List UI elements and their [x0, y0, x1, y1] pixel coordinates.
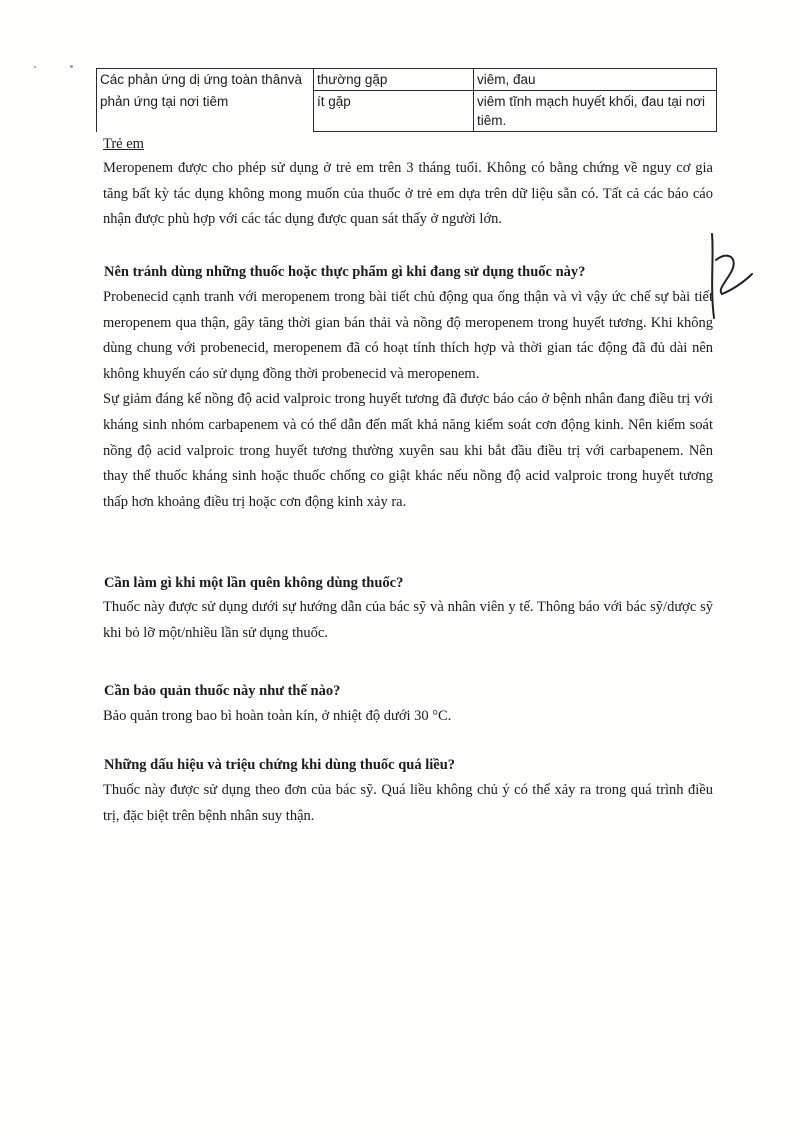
- interactions-valproic-text: Sự giảm đáng kể nồng độ acid valproic trong huyết tương đã được báo cáo ở bệnh nhân đang điều trị với kháng sinh nhóm carbapenem và có thể dẫn đến mất khả năng kiểm soát cơn động kinh. Nên kiểm soát nồng độ acid valproic trong huyết tương thường xuyên sau khi bắt đầu điều trị với carbapenem. Nên thay thế thuốc kháng sinh hoặc thuốc chống co giật khác nếu nồng độ acid valproic trong huyết tương thấp hơn khoảng điều trị hoặc cơn động kinh xảy ra.: [103, 391, 713, 510]
- section-heading-interactions: Nên tránh dùng những thuốc hoặc thực phẩm gì khi đang sử dụng thuốc này?: [104, 264, 586, 280]
- scan-speck: [34, 66, 36, 68]
- overdose-text: Thuốc này được sử dụng theo đơn của bác sỹ. Quá liều không chủ ý có thể xảy ra trong quá trình điều trị, đặc biệt trên bệnh nhân suy thận.: [103, 782, 713, 824]
- table-cell-effect: viêm tĩnh mạch huyết khối, đau tại nơi tiêm.: [474, 91, 717, 132]
- cell-text: phản ứng tại nơi tiêm: [100, 93, 229, 109]
- section-children: [103, 156, 713, 233]
- table-cell-frequency: ít gặp: [314, 91, 474, 132]
- table-row: [97, 91, 717, 132]
- handwritten-initials: [700, 232, 760, 322]
- adverse-effects-table: [96, 68, 717, 132]
- table-cell-frequency: thường gặp: [314, 69, 474, 91]
- table-row: [97, 69, 717, 91]
- cell-text: Các phản ứng dị ứng toàn thânvà: [100, 72, 302, 87]
- scan-speck: [70, 65, 73, 68]
- children-text: Meropenem được cho phép sử dụng ở trẻ em trên 3 tháng tuổi. Không có bằng chứng về nguy cơ gia tăng bất kỳ tác dụng không mong muốn của thuốc ở trẻ em dựa trên dữ liệu sẵn có. Tất cả các báo cáo nhận được phù hợp với các tác dụng được quan sát thấy ở người lớn.: [103, 160, 713, 228]
- section-heading-children: Trẻ em: [103, 136, 144, 152]
- storage-text: Bảo quản trong bao bì hoàn toàn kín, ở nhiệt độ dưới 30 °C.: [103, 708, 452, 724]
- table-cell-reaction-type: [97, 69, 314, 91]
- missed-dose-text: Thuốc này được sử dụng dưới sự hướng dẫn của bác sỹ và nhân viên y tế. Thông báo với bác sỹ/dược sỹ khi bỏ lỡ một/nhiều lần sử dụng thuốc.: [103, 599, 713, 641]
- section-heading-storage: Cần bảo quản thuốc này như thế nào?: [104, 683, 341, 699]
- section-missed-dose: [103, 595, 713, 646]
- section-storage: [103, 704, 713, 730]
- interactions-probenecid-text: Probenecid cạnh tranh với meropenem trong bài tiết chủ động qua ống thận và vì vậy ức chế sự bài tiết meropenem qua thận, gây tăng thời gian bán thải và nồng độ meropenem trong huyết tương. Khi không dùng chung với probenecid, meropenem đã có hoạt tính thích hợp và thời gian tác động đã đủ dài nên không khuyến cáo sử dụng đồng thời probenecid và meropenem.: [103, 289, 713, 382]
- table-cell-reaction-type: [97, 91, 314, 132]
- section-heading-missed-dose: Cần làm gì khi một lần quên không dùng thuốc?: [104, 575, 404, 591]
- section-overdose: [103, 778, 713, 829]
- table-cell-effect: viêm, đau: [474, 69, 717, 91]
- section-heading-overdose: Những dấu hiệu và triệu chứng khi dùng thuốc quá liều?: [104, 757, 456, 773]
- section-interactions: [103, 285, 713, 515]
